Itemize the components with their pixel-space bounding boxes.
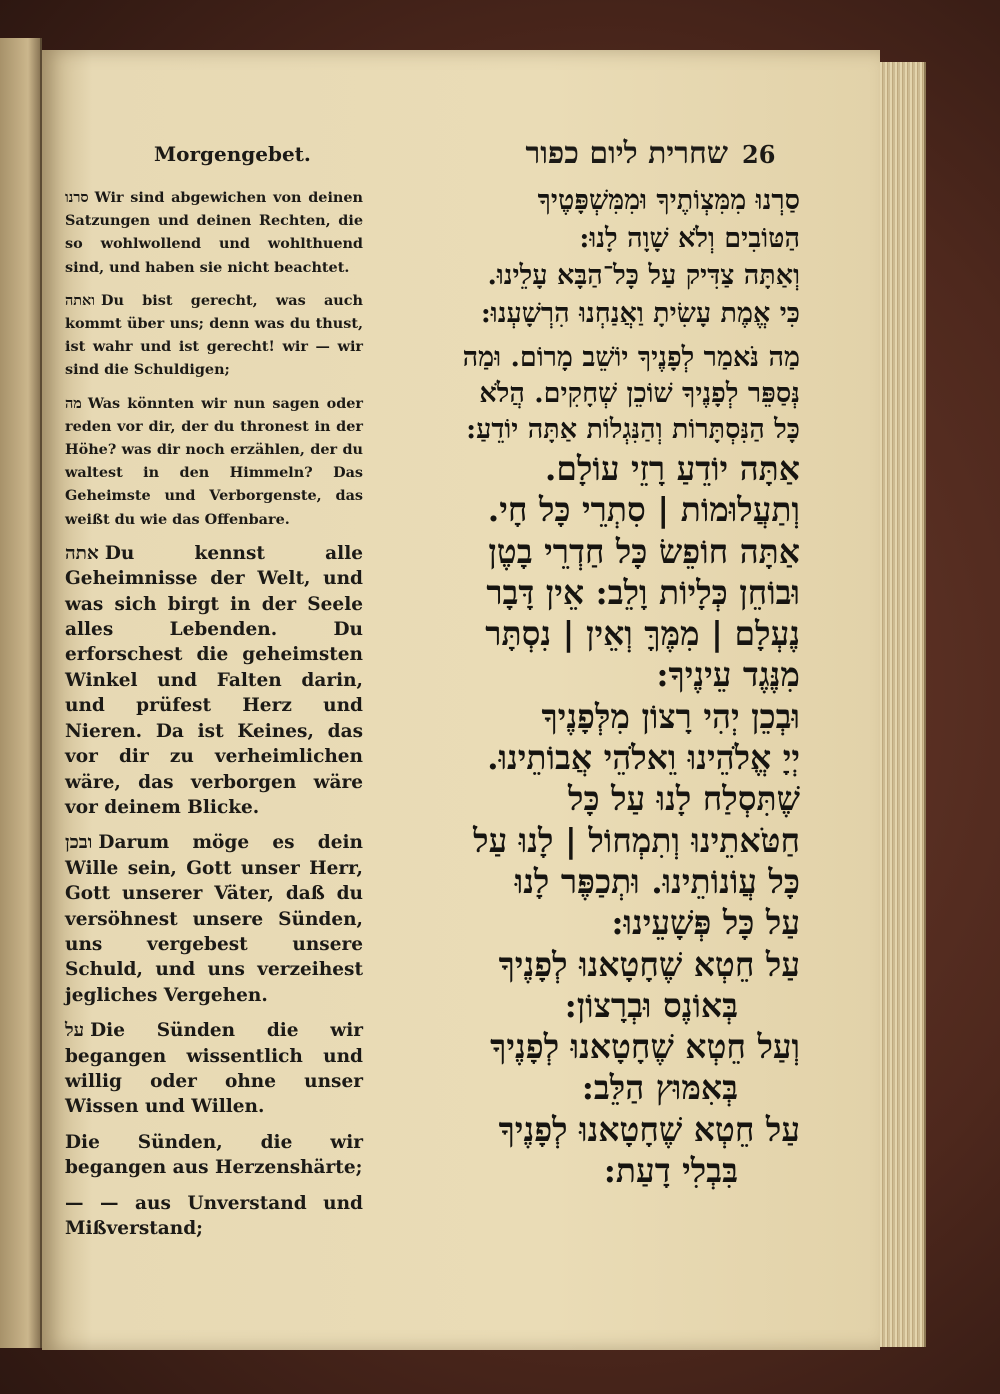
german-paragraph (65, 830, 363, 1008)
hebrew-catchword: ואתה (65, 291, 95, 309)
hebrew-line: שֶׁתִּסְלַח לָנוּ עַל כָּל (568, 779, 800, 819)
german-text: Wir sind abgewichen von deinen Satzungen und deinen Rechten, die so wohlwollend und wohlthuend sind, und haben sie nicht beachtet. (65, 189, 363, 276)
hebrew-line: בְּאִמּוּץ הַלֵּב: (581, 1068, 738, 1108)
hebrew-large-section (380, 448, 800, 1191)
german-text: Du bist gerecht, was auch kommt über uns; denn was du thust, ist wahr und ist gerecht! wir — wir sind die Schuldigen; (65, 291, 363, 379)
running-head-hebrew: שחרית ליום כפור (525, 136, 728, 171)
hebrew-line: עַל חֵטְא שֶׁחָטָאנוּ לְפָנֶיךָ (498, 944, 800, 984)
german-paragraph (65, 1191, 363, 1242)
german-text: Was könnten wir nun sagen oder reden vor dir, der du thronest in der Höhe? was dir noch erzählen, der du waltest in den Himmeln? Das Geheimste und Verborgenste, das weißt du wie das Offenbare. (65, 394, 363, 528)
hebrew-line: וְתַעֲלוּמוֹת | סִתְרֵי כָּל חָי. (487, 490, 800, 530)
german-paragraph (65, 392, 363, 531)
german-paragraph (65, 1130, 363, 1181)
german-small-section (65, 186, 363, 531)
hebrew-line: חַטֹּאתֵינוּ וְתִמְחוֹל | לָנוּ עַל (473, 820, 800, 860)
german-text: Die Sünden die wir begangen wissentlich und willig oder ohne unser Wissen und Willen. (65, 1020, 363, 1118)
hebrew-small-section (380, 182, 800, 332)
german-paragraph (65, 1018, 363, 1120)
hebrew-line: וְאַתָּה צַדִּיק עַל כָּל־הַבָּא עָלֵינוּ. (487, 260, 800, 291)
german-paragraph (65, 289, 363, 382)
hebrew-line: כָּל הַנִּסְתָּרוֹת וְהַנִּגְלוֹת אַתָּה יוֹדֵעַ: (466, 414, 800, 445)
hebrew-prayer-column (380, 182, 800, 1191)
hebrew-line: וּבוֹחֵן כְּלָיוֹת וָלֵב: אֵין דָּבָר (486, 572, 800, 612)
german-text: Die Sünden, die wir begangen aus Herzenshärte; (65, 1131, 363, 1179)
hebrew-line: מִנֶּגֶד עֵינֶיךָ: (656, 655, 800, 695)
hebrew-line: אַתָּה חוֹפֵשׂ כָּל חַדְרֵי בָטֶן (488, 531, 800, 571)
german-translation-column (65, 186, 363, 1251)
german-paragraph (65, 186, 363, 279)
german-text: Du kennst alle Geheimnisse der Welt, und was sich birgt in der Seele alles Lebenden. Du erforschest die geheimsten Winkel und Falten darin, und prüfest Herz und Nieren. Da ist Keines, das vor dir zu verheimlichen wäre, das verborgen wäre vor deinem Blicke. (65, 542, 363, 818)
hebrew-line: בְּאוֹנֶס וּבְרָצוֹן: (564, 985, 738, 1025)
hebrew-line: יְיָ אֱלֹהֵינוּ וֵאלֹהֵי אֲבוֹתֵינוּ. (487, 738, 800, 778)
german-paragraph (65, 541, 363, 820)
hebrew-line: כִּי אֱמֶת עָשִׂיתָ וַאֲנַחְנוּ הִרְשָׁעְנוּ: (480, 297, 800, 329)
hebrew-line: וְעַל חֵטְא שֶׁחָטָאנוּ לְפָנֶיךָ (490, 1027, 800, 1067)
hebrew-line: כָּל עֲוֹנוֹתֵינוּ. וּתְכַפֶּר לָנוּ (514, 861, 800, 901)
hebrew-line: נֶעְלָם | מִמֶּךָּ וְאֵין | נִסְתָּר (485, 614, 800, 654)
hebrew-line: נְּסַפֵּר לְפָנֶיךָ שׁוֹכֵן שְׁחָקִים. הֲלֹא (479, 378, 800, 409)
hebrew-catchword: מה (65, 394, 82, 412)
hebrew-line: וּבְכֵן יְהִי רָצוֹן מִלְּפָנֶיךָ (541, 696, 800, 736)
hebrew-catchword: סרנו (65, 189, 89, 206)
hebrew-line: מַה נֹּאמַר לְפָנֶיךָ יוֹשֵׁב מָרוֹם. וּמַה (462, 342, 800, 373)
hebrew-line: בִּבְלִי דָעַת: (603, 1151, 738, 1191)
previous-page-edge (0, 38, 42, 1348)
hebrew-line: סַרְנוּ מִמִּצְוֹתֶיךָ וּמִמִּשְׁפָּטֶיךָ (537, 185, 800, 216)
hebrew-catchword: ובכן (65, 832, 93, 854)
german-text: Darum möge es dein Wille sein, Gott unser Herr, Gott unserer Väter, daß du versöhnest unsere Sünden, uns vergebest unsere Schuld, und uns verzeihest jegliches Vergehen. (65, 832, 363, 1006)
hebrew-line: אַתָּה יוֹדֵעַ רָזֵי עוֹלָם. (544, 449, 800, 488)
running-head-german: Morgengebet. (154, 142, 311, 166)
german-large-section (65, 541, 363, 1242)
hebrew-medium-section (380, 340, 800, 448)
hebrew-line: עַל חֵטְא שֶׁחָטָאנוּ לְפָנֶיךָ (498, 1109, 800, 1149)
hebrew-line: עַל כָּל פְּשָׁעֵינוּ: (611, 903, 800, 943)
hebrew-catchword: על (65, 1020, 85, 1042)
hebrew-catchword: אתה (65, 542, 99, 564)
german-text: — — aus Unverstand und Mißverstand; (65, 1192, 363, 1239)
hebrew-line: הַטּוֹבִים וְלֹא שָׁוָה לָנוּ: (579, 222, 800, 254)
page-number: 26 (742, 140, 776, 169)
